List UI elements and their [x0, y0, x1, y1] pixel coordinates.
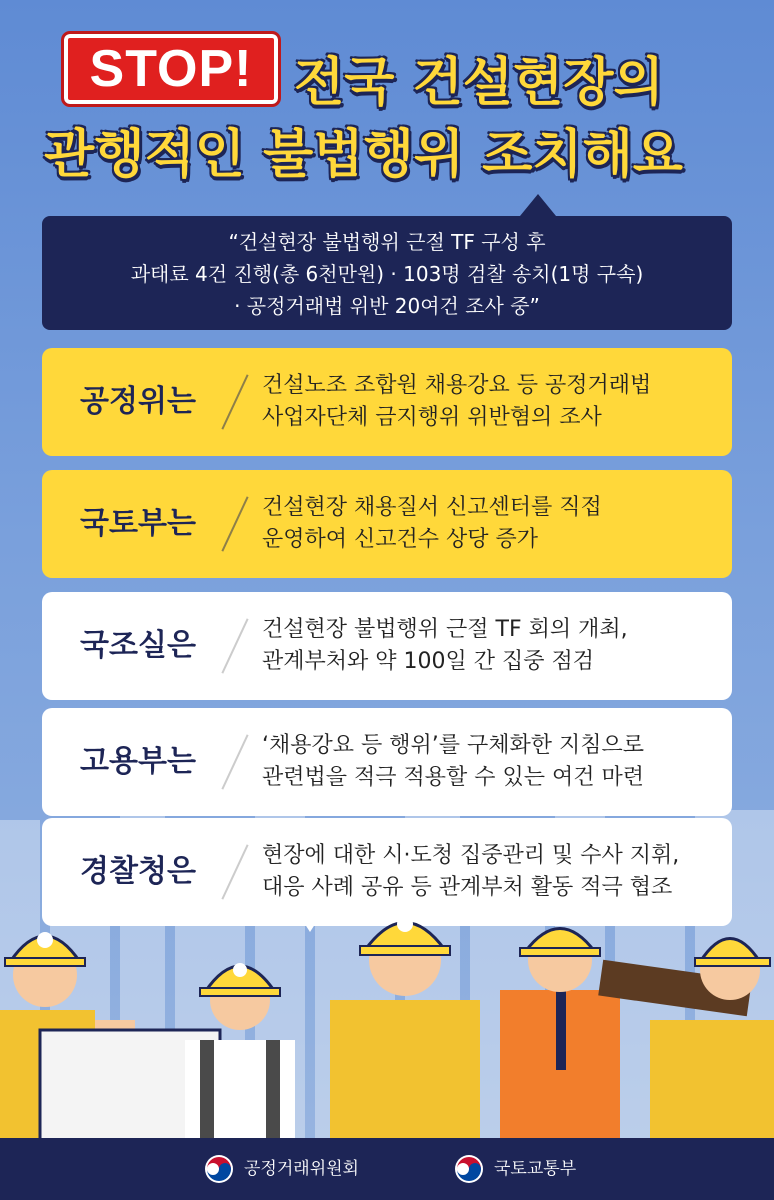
- org-ftc-name: 공정거래위원회: [244, 1159, 359, 1179]
- card-molit: [42, 470, 732, 578]
- quote-line1: “건설현장 불법행위 근절 TF 구성 후: [228, 230, 546, 254]
- quote-line3: · 공정거래법 위반 20여건 조사 중”: [234, 294, 540, 318]
- card-label: 고용부는: [80, 744, 196, 779]
- page-title-line2: 관행적인 불법행위 조치해요: [44, 125, 683, 185]
- card-desc-line1: 건설현장 채용질서 신고센터를 직접: [262, 495, 602, 520]
- card-ftc: [42, 348, 732, 456]
- page-title-line1: 전국 건설현장의: [294, 53, 664, 113]
- worker-3: [330, 916, 480, 1140]
- card-desc-line1: 현장에 대한 시·도청 집중관리 및 수사 지휘,: [262, 843, 680, 868]
- card-opm: [42, 592, 732, 700]
- taegeuk-emblem-icon: [204, 1154, 234, 1184]
- card-description: [262, 730, 718, 794]
- org-molit: [454, 1154, 576, 1184]
- worker-2: [185, 963, 295, 1140]
- card-description: [262, 840, 718, 904]
- card-description: [262, 492, 718, 556]
- card-desc-line2: 대응 사례 공유 등 관계부처 활동 적극 협조: [262, 875, 673, 900]
- card-description: [262, 614, 718, 678]
- card-desc-line1: 건설노조 조합원 채용강요 등 공정거래법: [262, 373, 652, 398]
- card-desc-line2: 관련법을 적극 적용할 수 있는 여건 마련: [262, 765, 644, 790]
- worker-4: [500, 928, 620, 1140]
- stop-badge: STOP!: [64, 34, 278, 104]
- taegeuk-emblem-icon: [454, 1154, 484, 1184]
- card-description: [262, 370, 718, 434]
- card-desc-line1: ‘채용강요 등 행위’를 구체화한 지침으로: [262, 733, 644, 758]
- quote-line2: 과태료 4건 진행(총 6천만원) · 103명 검찰 송치(1명 구속): [130, 262, 644, 286]
- worker-5: [598, 939, 774, 1141]
- quote-box: [42, 216, 732, 330]
- card-desc-line2: 관계부처와 약 100일 간 집중 점검: [262, 649, 594, 674]
- card-desc-line2: 사업자단체 금지행위 위반혐의 조사: [262, 405, 602, 430]
- construction-workers-illustration: [0, 900, 774, 1140]
- card-desc-line2: 운영하여 신고건수 상당 증가: [262, 527, 539, 552]
- card-label: 국토부는: [80, 506, 196, 541]
- card-moel: [42, 708, 732, 816]
- org-molit-name: 국토교통부: [494, 1159, 577, 1179]
- org-ftc: [204, 1154, 359, 1184]
- card-label: 국조실은: [80, 628, 196, 663]
- card-desc-line1: 건설현장 불법행위 근절 TF 회의 개최,: [262, 617, 628, 642]
- quote-tail: [520, 194, 556, 216]
- footer-bar: [0, 1138, 774, 1200]
- card-label: 경찰청은: [80, 854, 196, 889]
- card-label: 공정위는: [80, 384, 196, 419]
